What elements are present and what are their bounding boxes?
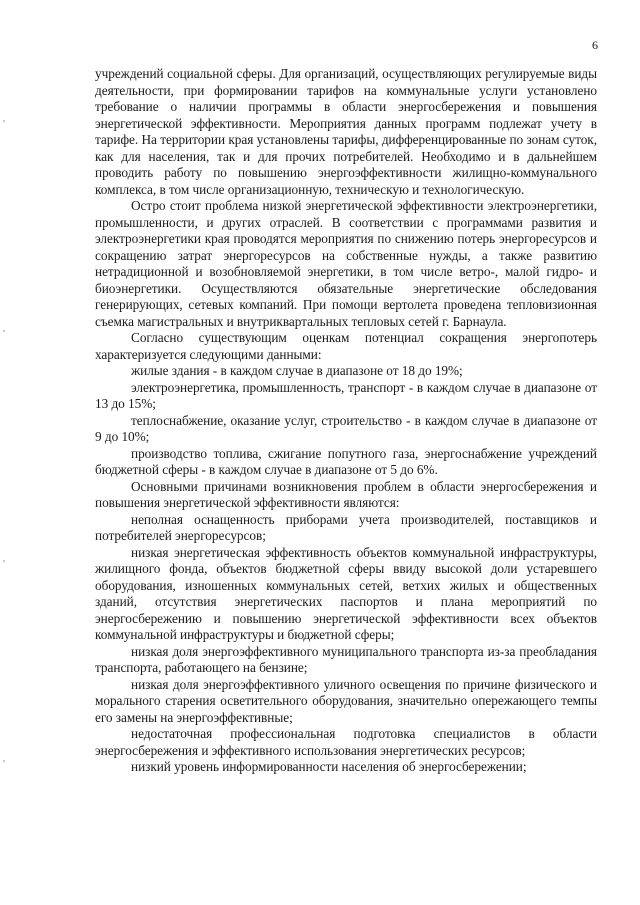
list-item: жилые здания - в каждом случае в диапазоне от 18 до 19%; — [131, 363, 463, 378]
scan-speck — [3, 120, 5, 122]
list-item: электроэнергетика, промышленность, транспорт - в каждом случае в диапазоне от 13 до 15%; — [95, 379, 597, 411]
body-text — [95, 66, 597, 776]
list-item: низкий уровень информированности населения об энергосбережении; — [131, 759, 527, 774]
page-number: 6 — [592, 38, 598, 52]
list-item: теплоснабжение, оказание услуг, строительство - в каждом случае в диапазоне от 9 до 10%; — [95, 412, 597, 444]
paragraph: учреждений социальной сферы. Для организаций, осуществляющих регулируемые виды деятельности, при формировании тарифов на коммунальные услуги установлено требование о наличии программы в области энергосбережения и повышения энергетической эффективности. Мероприятия данных программ подлежат учету в тарифе. На территории края установлены тарифы, дифференцированные по зонам суток, как для населения, так и для прочих потребителей. Необходимо и в дальнейшем проводить работу по повышению энергоэффективности жилищно-коммунального комплекса, в том числе организационную, техническую и технологическую. — [95, 66, 597, 197]
paragraph: Согласно существующим оценкам потенциал сокращения энергопотерь характеризуется следующими данными: — [95, 330, 597, 362]
scan-speck — [3, 560, 5, 562]
list-item: неполная оснащенность приборами учета производителей, поставщиков и потребителей энергоресурсов; — [95, 511, 597, 543]
list-item: низкая энергетическая эффективность объектов коммунальной инфраструктуры, жилищного фонда, объектов бюджетной сферы ввиду высокой доли устаревшего оборудования, изношенных коммунальных сетей, ветхих жилых и общественных зданий, отсутствия энергетических паспортов и плана мероприятий по энергосбережению и повышению энергетической эффективности всех объектов коммунальной инфраструктуры и бюджетной сферы; — [95, 544, 597, 642]
paragraph: Остро стоит проблема низкой энергетической эффективности электроэнергетики, промышленности, и других отраслей. В соответствии с программами развития и электроэнергетики края проводятся мероприятия по снижению потерь энергоресурсов и сокращению затрат энергоресурсов на собственные нужды, а также развитию нетрадиционной и возобновляемой энергетики, в том числе ветро-, малой гидро- и биоэнергетики. Осуществляются обязательные энергетические обследования генерирующих, сетевых компаний. При помощи вертолета проведена тепловизионная съемка магистральных и внутриквартальных тепловых сетей г. Барнаула. — [95, 198, 597, 329]
list-item: производство топлива, сжигание попутного газа, энергоснабжение учреждений бюджетной сферы - в каждом случае в диапазоне от 5 до 6%. — [95, 445, 597, 477]
scan-speck — [3, 760, 5, 762]
paragraph: Основными причинами возникновения проблем в области энергосбережения и повышения энергетической эффективности являются: — [95, 478, 597, 510]
list-item: низкая доля энергоэффективного уличного освещения по причине физического и морального старения осветительного оборудования, значительно опережающего темпы его замены на энергоэффективные; — [95, 676, 597, 725]
list-item: низкая доля энергоэффективного муниципального транспорта из-за преобладания транспорта, работающего на бензине; — [95, 643, 597, 675]
scan-speck — [3, 330, 5, 332]
list-item: недостаточная профессиональная подготовка специалистов в области энергосбережения и эффективного использования энергетических ресурсов; — [95, 726, 597, 758]
